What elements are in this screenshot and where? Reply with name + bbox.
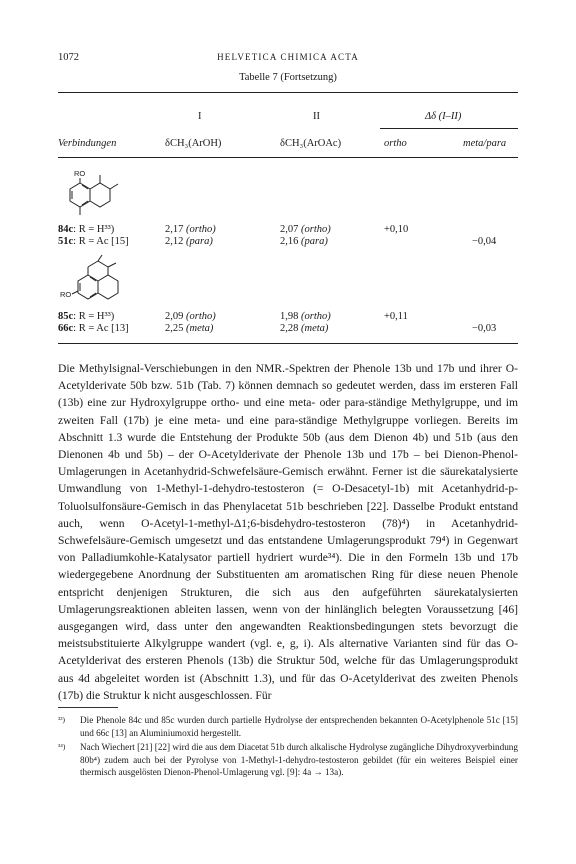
structure-ro-label: RO bbox=[74, 169, 86, 178]
group-header-i: I bbox=[198, 111, 202, 122]
substituent: : R = Ac [13] bbox=[73, 323, 129, 334]
shift-aroac-value: 2,07 (ortho) bbox=[280, 224, 331, 235]
substituent: : R = Ac [15] bbox=[73, 236, 129, 247]
shift-aroac-value: 2,28 (meta) bbox=[280, 323, 329, 334]
substituent: : R = H³³) bbox=[73, 311, 115, 322]
compound-id: 51c bbox=[58, 236, 74, 247]
page-number: 1072 bbox=[58, 52, 79, 63]
compound-id: 84c bbox=[58, 224, 74, 235]
table-header-rule bbox=[58, 157, 518, 158]
structure-ro-label: RO bbox=[60, 290, 72, 299]
col-header-compounds: Verbindungen bbox=[58, 138, 117, 149]
col-header-shift-aroac: δCH₃(ArOAc) bbox=[280, 138, 342, 149]
table-caption: Tabelle 7 (Fortsetzung) bbox=[239, 72, 337, 83]
shift-aroh-value: 2,09 (ortho) bbox=[165, 311, 216, 322]
delta-ortho-value: +0,10 bbox=[384, 224, 409, 235]
footnote-34 bbox=[58, 741, 518, 779]
table-row bbox=[58, 311, 114, 322]
table-row bbox=[58, 323, 129, 334]
col-header-meta-para: meta/para bbox=[463, 138, 507, 149]
table-row bbox=[58, 224, 114, 235]
shift-aroh-value: 2,12 (para) bbox=[165, 236, 213, 247]
footnote-rule bbox=[58, 707, 118, 708]
footnote-mark: ³³) bbox=[58, 715, 65, 724]
footnote-33 bbox=[58, 714, 518, 739]
group-header-delta: Δδ (I–II) bbox=[425, 111, 462, 122]
col-header-ortho: ortho bbox=[384, 138, 407, 149]
delta-meta-para-value: −0,03 bbox=[472, 323, 497, 334]
compound-id: 85c bbox=[58, 311, 74, 322]
shift-aroac-value: 2,16 (para) bbox=[280, 236, 328, 247]
delta-meta-para-value: −0,04 bbox=[472, 236, 497, 247]
compound-id: 66c bbox=[58, 323, 74, 334]
footnote-mark: ³⁴) bbox=[58, 742, 66, 751]
footnote-text: Die Phenole 84c und 85c wurden durch partielle Hydrolyse der entsprechenden bekannten O-Acetylphenole 51c [15] und 66c [13] an Aluminiumoxid hergestellt. bbox=[80, 715, 518, 738]
structure-85c-66c bbox=[58, 253, 144, 309]
body-paragraph: Die Methylsignal-Verschiebungen in den NMR.-Spektren der Phenole 13b und 17b und ihrer O-Acetylderivate 50b bzw. 51b (Tab. 7) können demnach so gedeutet werden, dass im ersteren Fall (13b) eine zur Hydroxylgruppe ortho- und eine meta- oder para-ständige Methylgruppe, und im zweiten Fall (17b) je eine meta- und eine para-ständige Methylgruppe vorliegen. Bereits im Abschnitt 1.3 wurde die Entstehung der Produkte 50b (aus dem Dienon 4b) und 51b (aus den Dienonen 4b und 5b) – der O-Acetylderivate der Phenole 13b und 17b – bei Dienon-Phenol-Umlagerungen in Acetanhydrid-Schwefelsäure-Gemisch erwähnt. Ferner ist die säurekatalysierte Umwandlung von 1-Methyl-1-dehydro-testosteron (= O-Desacetyl-1b) mit Acetanhydrid-p-Toluolsulfonsäure-Gemisch in das Phenylacetat 51b beschrieben [22]. Dasselbe Produkt entstand auch, wenn O-Acetyl-1-methyl-Δ1;6-bisdehydro-testosteron (78)⁴) in Acetanhydrid-Schwefelsäure-Gemisch umgesetzt und das entstandene Umlagerungsprodukt 79⁴) in Gegenwart von Palladiumkohle-Katalysator partiell hydriert wurde³⁴). Die in den Formeln 13b und 17b wiedergegebene Anordnung der Substituenten am aromatischen Ring für diese neuen Phenole entspricht denjenigen Strukturen, die sich aus den aufgeführten säurekatalysierten Umlagerungsreaktionen ableiten lassen, wenn von der hinlänglich belegten Voraussetzung [46] ausgegangen wird, dass unter den angewandten Reaktionsbedingungen stets bevorzugt die meistsubstituierte Alkylgruppe wandert (vgl. e, g, i). Als alternative Varianten sind für das O-Acetylderivat des ersteren Phenols (13b) die Struktur 50d, welche für das Umlagerungsprodukt aus 4d abgeleitet worden ist (Abschnitt 1.3), und für das O-Acetylderivat des zweiten Phenols (17b) die Struktur k nicht ausgeschlossen. Für bbox=[58, 362, 518, 702]
substituent: : R = H³³) bbox=[73, 224, 115, 235]
shift-aroac-value: 1,98 (ortho) bbox=[280, 311, 331, 322]
group-header-ii: II bbox=[313, 111, 320, 122]
shift-aroh-value: 2,25 (meta) bbox=[165, 323, 214, 334]
footnote-text: Nach Wiechert [21] [22] wird die aus dem Diacetat 51b durch alkalische Hydrolyse zugängliche Dihydroxyverbindung 80b⁴) zudem auch bei der Pyrolyse von 1-Methyl-1-dehydro-testosteron gebildet (für ein weiteres Beispiel einer thermisch ausgelösten Dienon-Phenol-Umlagerung vgl. [9]: 4a → 13a). bbox=[80, 742, 518, 778]
table-bottom-rule bbox=[58, 343, 518, 344]
journal-title: HELVETICA CHIMICA ACTA bbox=[217, 52, 359, 62]
structure-84c-51c bbox=[60, 166, 140, 218]
delta-ortho-value: +0,11 bbox=[384, 311, 408, 322]
table-row bbox=[58, 236, 129, 247]
col-header-shift-aroh: δCH₃(ArOH) bbox=[165, 138, 222, 149]
delta-sub-rule bbox=[380, 128, 518, 129]
table-top-rule bbox=[58, 92, 518, 93]
shift-aroh-value: 2,17 (ortho) bbox=[165, 224, 216, 235]
